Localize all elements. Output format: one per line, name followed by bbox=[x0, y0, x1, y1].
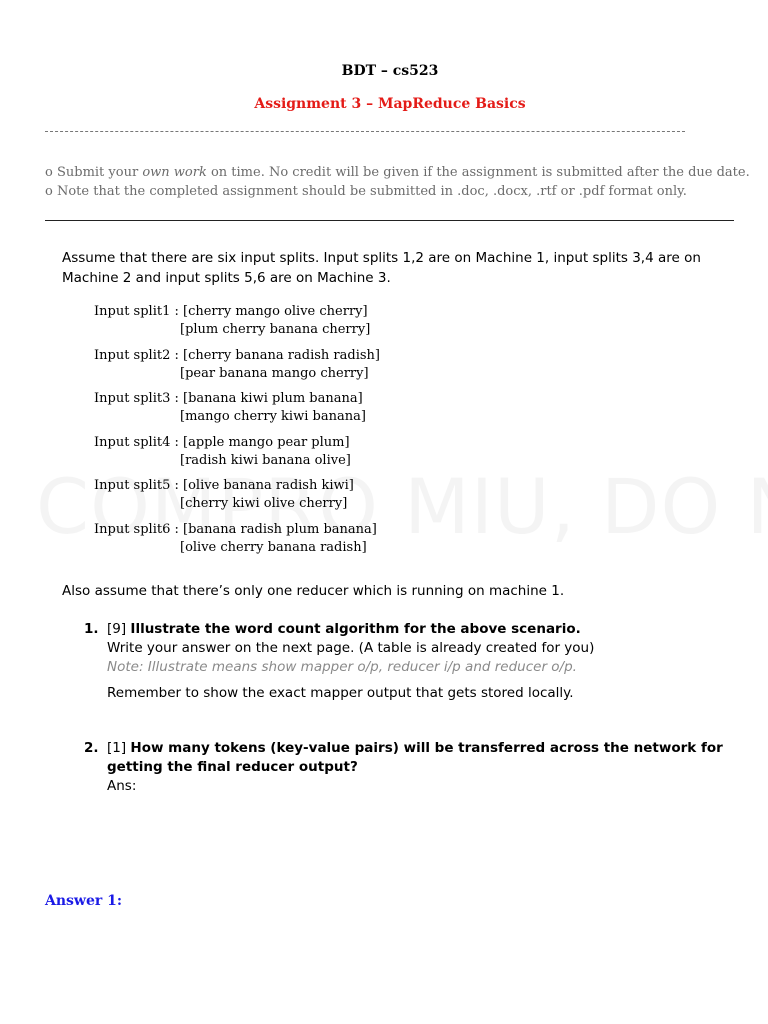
answer-field-label: Ans: bbox=[107, 778, 137, 794]
question-number: 2. bbox=[84, 740, 99, 756]
question-number: 1. bbox=[84, 621, 99, 637]
horizontal-rule bbox=[45, 220, 734, 221]
question-title: How many tokens (key-value pairs) will be transferred across the network for getting the final reducer output? bbox=[107, 740, 723, 775]
intro-paragraph: Assume that there are six input splits. Input splits 1,2 are on Machine 1, input splits 3,4 are on Machine 2 and input splits 5,6 are on Machine 3. bbox=[62, 250, 701, 286]
input-split-6: Input split6 : [banana radish plum banana] [olive cherry banana radish] bbox=[94, 521, 377, 555]
input-split-2: Input split2 : [cherry banana radish radish] [pear banana mango cherry] bbox=[94, 347, 380, 381]
answer-1-heading: Answer 1: bbox=[45, 893, 123, 909]
note-own-work: o Submit your own work on time. No credit will be given if the assignment is submitted after the due date. bbox=[45, 165, 750, 180]
input-split-4: Input split4 : [apple mango pear plum] [radish kiwi banana olive] bbox=[94, 434, 351, 468]
reducer-note: Also assume that there’s only one reducer which is running on machine 1. bbox=[62, 583, 565, 599]
question-2: 2. [1] How many tokens (key-value pairs) will be transferred across the network for getting the final reducer output? Ans: bbox=[84, 740, 723, 794]
document-title: BDT – cs523 bbox=[341, 63, 439, 79]
dashed-divider bbox=[45, 131, 685, 132]
assignment-title: Assignment 3 – MapReduce Basics bbox=[254, 96, 526, 112]
input-split-3: Input split3 : [banana kiwi plum banana] [mango cherry kiwi banana] bbox=[94, 391, 366, 424]
question-title: Illustrate the word count algorithm for the above scenario. bbox=[130, 621, 581, 637]
question-1: 1. [9] Illustrate the word count algorithm for the above scenario. Write your answer on the next page. (A table is already created for you) Note: Illustrate means show mapper o/p, reducer i/p and reducer o/p. Remember to show the exact mapper output that gets stored locally. bbox=[84, 620, 724, 703]
bullet-icon: o bbox=[45, 184, 53, 199]
input-split-5: Input split5 : [olive banana radish kiwi] [cherry kiwi olive cherry] bbox=[94, 478, 354, 511]
input-splits-list bbox=[94, 303, 380, 564]
question-note: Note: Illustrate means show mapper o/p, reducer i/p and reducer o/p. bbox=[107, 659, 577, 675]
note-format: o Note that the completed assignment should be submitted in .doc, .docx, .rtf or .pdf format only. bbox=[45, 184, 687, 199]
input-split-1: Input split1 : [cherry mango olive cherry] [plum cherry banana cherry] bbox=[94, 304, 371, 337]
bullet-icon: o bbox=[45, 165, 53, 180]
